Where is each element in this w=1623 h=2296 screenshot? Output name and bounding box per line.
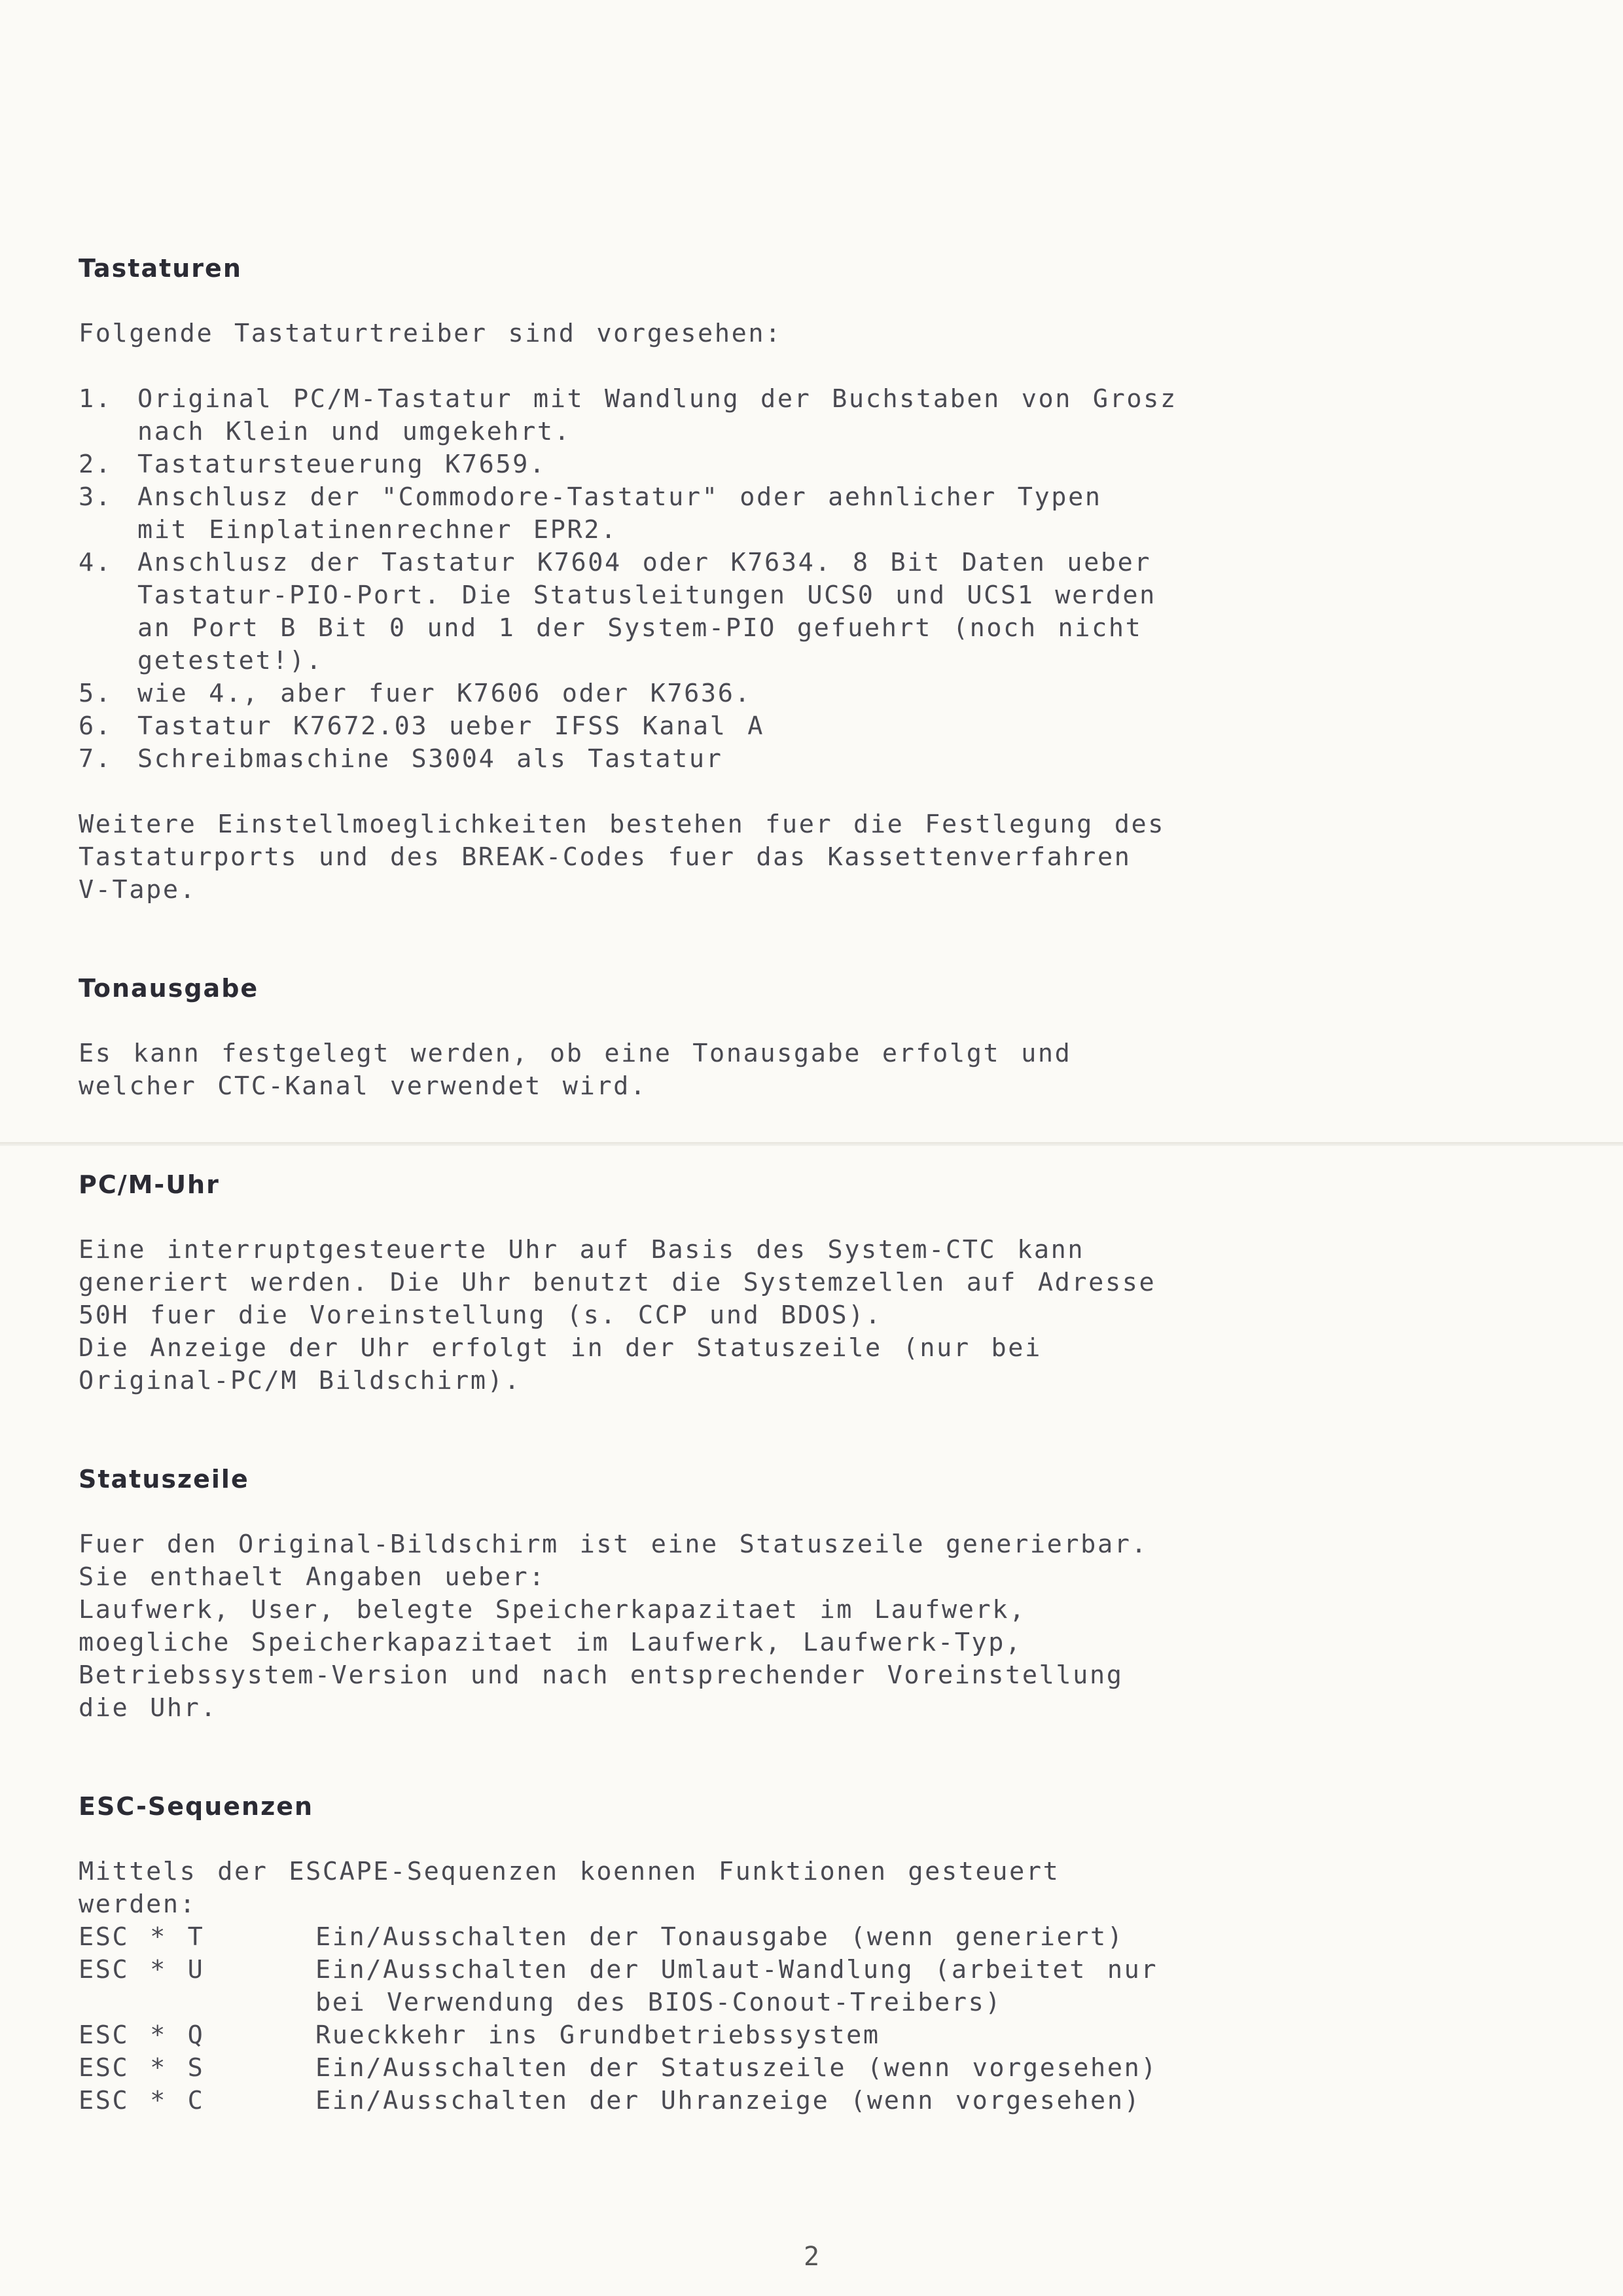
- esc-sequence-key: ESC * U: [79, 1955, 205, 1984]
- list-item-number: 1.: [79, 384, 113, 414]
- list-item: [79, 743, 1322, 776]
- section-heading-esc: ESC-Sequenzen: [79, 1792, 314, 1821]
- esc-sequence-description: Rueckkehr ins Grundbetriebssystem: [315, 2020, 880, 2050]
- list-item-text: wie 4., aber fuer K7606 oder K7636.: [137, 679, 752, 708]
- page-number: 2: [803, 2242, 820, 2272]
- paragraph-line: Betriebssystem-Version und nach entsprechender Voreinstellung: [79, 1660, 1124, 1690]
- list-item-number: 5.: [79, 679, 113, 708]
- list-item-text: Tastatursteuerung K7659.: [137, 450, 546, 479]
- esc-sequence-key: ESC * S: [79, 2053, 205, 2083]
- esc-sequence-description: bei Verwendung des BIOS-Conout-Treibers): [315, 1988, 1003, 2017]
- list-item-number: 2.: [79, 450, 113, 479]
- esc-sequence-key: ESC * C: [79, 2086, 205, 2115]
- section-heading-tastaturen: Tastaturen: [79, 254, 242, 283]
- list-item-text: an Port B Bit 0 und 1 der System-PIO gefuehrt (noch nicht: [137, 613, 1143, 643]
- esc-sequence-row: [79, 2052, 1322, 2085]
- list-item-text: Anschlusz der Tastatur K7604 oder K7634. 8 Bit Daten ueber: [137, 548, 1152, 577]
- paragraph-line: moegliche Speicherkapazitaet im Laufwerk, Laufwerk-Typ,: [79, 1628, 1022, 1657]
- paragraph-line: Tastaturports und des BREAK-Codes fuer das Kassettenverfahren: [79, 842, 1132, 872]
- paragraph-line: Laufwerk, User, belegte Speicherkapazitaet im Laufwerk,: [79, 1595, 1026, 1624]
- paragraph-line: welcher CTC-Kanal verwendet wird.: [79, 1071, 647, 1101]
- esc-sequence-key: ESC * T: [79, 1922, 205, 1952]
- list-item-number: 7.: [79, 744, 113, 774]
- esc-sequence-description: Ein/Ausschalten der Tonausgabe (wenn generiert): [315, 1922, 1124, 1952]
- esc-sequence-row: [79, 1921, 1322, 1954]
- section-heading-statuszeile: Statuszeile: [79, 1465, 249, 1494]
- paragraph-line: Original-PC/M Bildschirm).: [79, 1366, 522, 1395]
- esc-sequence-row: [79, 2085, 1322, 2117]
- list-item-number: 4.: [79, 548, 113, 577]
- list-item: [79, 383, 1322, 448]
- list-item-number: 3.: [79, 482, 113, 512]
- paragraph-line: Fuer den Original-Bildschirm ist eine Statuszeile generierbar.: [79, 1530, 1149, 1559]
- paragraph-line: generiert werden. Die Uhr benutzt die Systemzellen auf Adresse: [79, 1268, 1156, 1297]
- esc-sequence-row: [79, 2019, 1322, 2052]
- paragraph-line: Sie enthaelt Angaben ueber:: [79, 1562, 546, 1592]
- paragraph-line: die Uhr.: [79, 1693, 218, 1723]
- list-item: [79, 448, 1322, 481]
- list-item-number: 6.: [79, 711, 113, 741]
- section-heading-tonausgabe: Tonausgabe: [79, 974, 259, 1003]
- document-page: [79, 252, 1322, 2117]
- list-item-text: mit Einplatinenrechner EPR2.: [137, 515, 618, 545]
- list-item: [79, 677, 1322, 710]
- list-item-text: getestet!).: [137, 646, 323, 675]
- tastaturen-intro: Folgende Tastaturtreiber sind vorgesehen:: [79, 319, 782, 348]
- paragraph-line: Die Anzeige der Uhr erfolgt in der Statuszeile (nur bei: [79, 1333, 1042, 1363]
- esc-sequence-row: [79, 1954, 1322, 2019]
- list-item: [79, 547, 1322, 677]
- paragraph-line: werden:: [79, 1890, 197, 1919]
- list-item-text: Schreibmaschine S3004 als Tastatur: [137, 744, 723, 774]
- paragraph-line: Mittels der ESCAPE-Sequenzen koennen Funktionen gesteuert: [79, 1857, 1060, 1886]
- paragraph-line: Es kann festgelegt werden, ob eine Tonausgabe erfolgt und: [79, 1039, 1072, 1068]
- esc-sequence-key: ESC * Q: [79, 2020, 205, 2050]
- list-item-text: Original PC/M-Tastatur mit Wandlung der Buchstaben von Grosz: [137, 384, 1177, 414]
- list-item: [79, 710, 1322, 743]
- esc-sequence-description: Ein/Ausschalten der Umlaut-Wandlung (arbeitet nur: [315, 1955, 1158, 1984]
- list-item-text: Tastatur-PIO-Port. Die Statusleitungen UCS0 und UCS1 werden: [137, 581, 1156, 610]
- list-item-text: nach Klein und umgekehrt.: [137, 417, 571, 446]
- paragraph-line: Weitere Einstellmoeglichkeiten bestehen fuer die Festlegung des: [79, 810, 1166, 839]
- list-item: [79, 481, 1322, 547]
- section-heading-uhr: PC/M-Uhr: [79, 1170, 220, 1199]
- paragraph-line: V-Tape.: [79, 875, 197, 905]
- esc-sequence-description: Ein/Ausschalten der Uhranzeige (wenn vorgesehen): [315, 2086, 1141, 2115]
- paragraph-line: 50H fuer die Voreinstellung (s. CCP und BDOS).: [79, 1300, 882, 1330]
- paragraph-line: Eine interruptgesteuerte Uhr auf Basis des System-CTC kann: [79, 1235, 1085, 1265]
- list-item-text: Anschlusz der "Commodore-Tastatur" oder aehnlicher Typen: [137, 482, 1102, 512]
- esc-sequence-description: Ein/Ausschalten der Statuszeile (wenn vorgesehen): [315, 2053, 1158, 2083]
- list-item-text: Tastatur K7672.03 ueber IFSS Kanal A: [137, 711, 765, 741]
